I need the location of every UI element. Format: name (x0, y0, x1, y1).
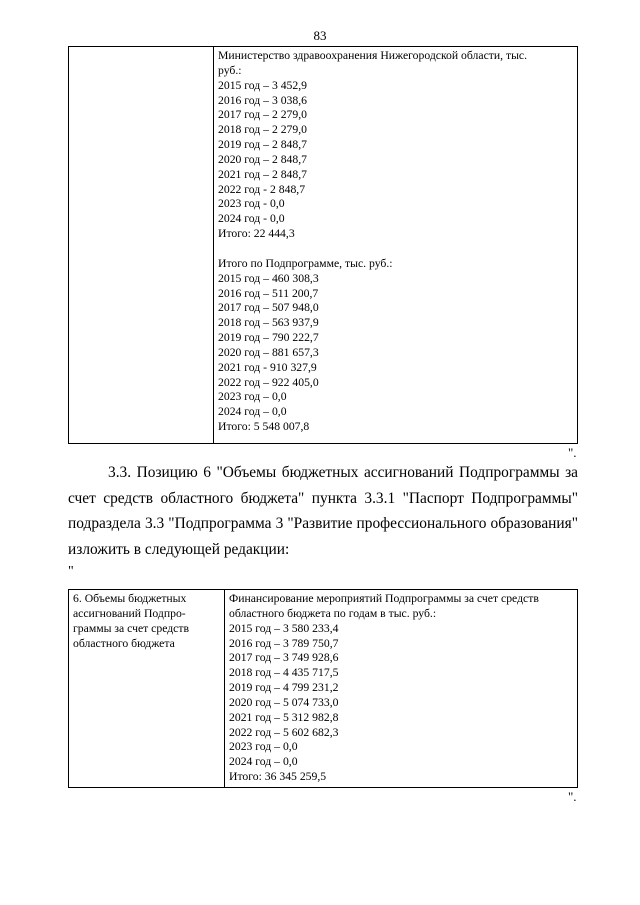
amendment-paragraph (68, 460, 578, 562)
opening-quote-mark: " (68, 564, 74, 579)
paragraph-line: счет средств областного бюджета" пункта 3.3.1 "Паспорт Подпрограммы" (68, 489, 578, 507)
table1-line: 2021 год – 2 848,7 (218, 167, 308, 181)
paragraph-line: изложить в следующей редакции: (68, 540, 290, 558)
table1-line: 2015 год – 3 452,9 (218, 78, 308, 92)
table1-line: Итого: 22 444,3 (218, 227, 295, 241)
table2-line: 2021 год – 5 312 982,8 (229, 710, 339, 724)
table1-line: 2022 год – 922 405,0 (218, 375, 319, 389)
table1-line: 2024 год - 0,0 (218, 212, 285, 226)
paragraph-line: 3.3. Позицию 6 "Объемы бюджетных ассигнований Подпрограммы за (108, 464, 578, 481)
paragraph-line: подраздела 3.3 "Подпрограмма 3 "Развитие профессионального образования" (68, 515, 578, 532)
table1-line: 2024 год – 0,0 (218, 405, 287, 419)
table2-line: 2020 год – 5 074 733,0 (229, 695, 339, 709)
table1-line: 2020 год – 2 848,7 (218, 152, 308, 166)
table1-line: 2018 год – 2 279,0 (218, 123, 308, 137)
closing-quote-mark: ". (568, 789, 577, 804)
table2-line: 2018 год – 4 435 717,5 (229, 666, 339, 680)
table2-line: 2023 год – 0,0 (229, 740, 298, 754)
table-cell-values (214, 47, 578, 444)
budget-table-continued (68, 46, 578, 444)
table1-line: 2023 год - 0,0 (218, 197, 285, 211)
table1-line: 2018 год – 563 937,9 (218, 316, 319, 330)
table2-line: Финансирование мероприятий Подпрограммы за счет средств (229, 592, 539, 605)
table1-line: 2023 год – 0,0 (218, 390, 287, 404)
budget-allocation-table (68, 589, 578, 788)
table2-line: Итого: 36 345 259,5 (229, 770, 327, 784)
table2-line: 2024 год – 0,0 (229, 755, 298, 769)
table1-blank-line (218, 242, 574, 257)
table2-line: 2017 год – 3 749 928,6 (229, 651, 339, 665)
table1-lines (214, 47, 577, 435)
table2-line: областного бюджета по годам в тыс. руб.: (229, 606, 437, 620)
table-row (69, 47, 578, 444)
table-cell-label (69, 47, 214, 444)
page-number: 83 (313, 28, 327, 43)
closing-quote-mark: ". (568, 445, 577, 460)
table1-line: 2016 год – 511 200,7 (218, 286, 319, 300)
table2-line: 2015 год – 3 580 233,4 (229, 621, 339, 635)
table1-line: 2017 год – 2 279,0 (218, 108, 308, 122)
table2-label-line: ассигнований Подпро- (73, 606, 186, 620)
table1-line: Итого: 5 548 007,8 (218, 420, 310, 434)
table1-line: руб.: (218, 63, 242, 77)
table1-line: 2015 год – 460 308,3 (218, 271, 319, 285)
table1-line: 2017 год – 507 948,0 (218, 301, 319, 315)
table2-label-line: областного бюджета (73, 636, 175, 650)
table1-line: Итого по Подпрограмме, тыс. руб.: (218, 256, 393, 270)
table2-value-lines (225, 590, 577, 785)
table2-line: 2016 год – 3 789 750,7 (229, 636, 339, 650)
table1-line: 2019 год – 2 848,7 (218, 138, 308, 152)
table1-line: 2016 год – 3 038,6 (218, 93, 308, 107)
table-cell-label-text (69, 47, 213, 49)
table2-label-line: 6. Объемы бюджетных (73, 592, 187, 605)
table1-line: 2020 год – 881 657,3 (218, 345, 319, 359)
table1-line: 2019 год – 790 222,7 (218, 331, 319, 345)
table-row (69, 590, 578, 788)
table2-label-line: граммы за счет средств (73, 621, 189, 635)
table1-line: 2021 год - 910 327,9 (218, 360, 317, 374)
table2-line: 2022 год – 5 602 682,3 (229, 725, 339, 739)
table2-label-lines (69, 590, 224, 651)
table1-line: Министерство здравоохранения Нижегородской области, тыс. (218, 49, 528, 62)
table1-line: 2022 год - 2 848,7 (218, 182, 306, 196)
table-cell-label (69, 590, 225, 788)
table2-line: 2019 год – 4 799 231,2 (229, 681, 339, 695)
table-cell-values (225, 590, 578, 788)
